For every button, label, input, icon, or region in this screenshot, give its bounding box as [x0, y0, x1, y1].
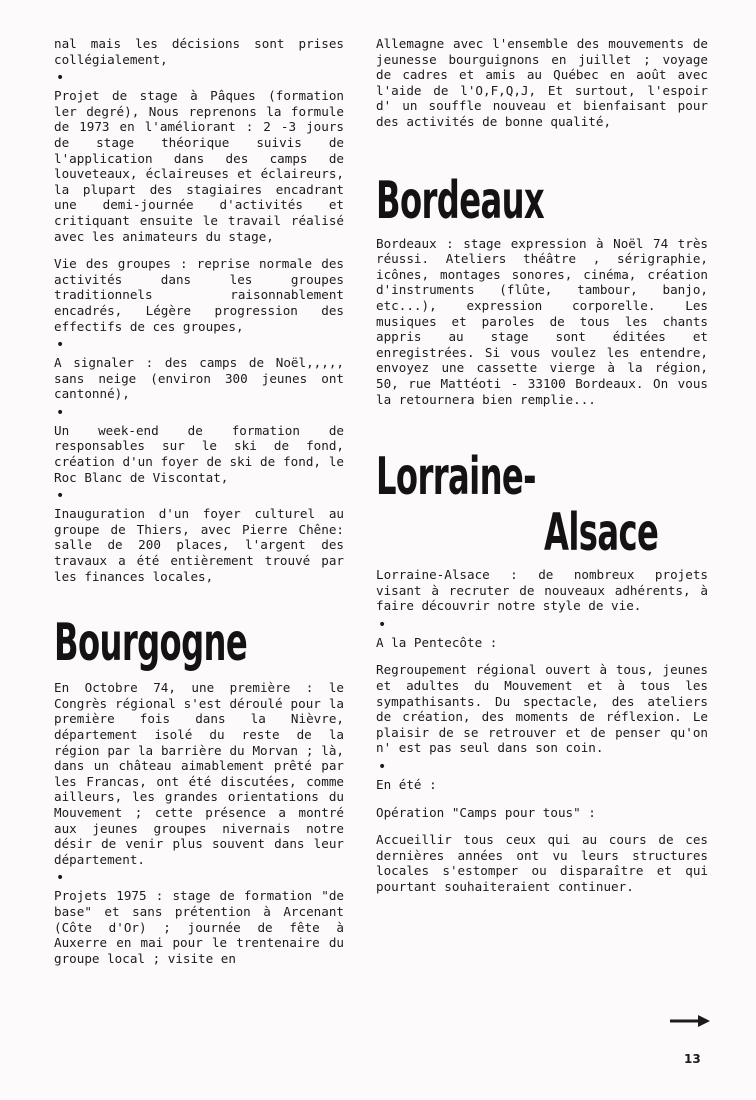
paragraph-christmas-camps: A signaler : des camps de Noël,,,,, sans neige (environ 300 jeunes ont cantonné),	[54, 355, 344, 402]
right-column	[376, 36, 708, 895]
paragraph-group-life: Vie des groupes : reprise normale des activités dans les groupes traditionnels raisonnablement encadrés, Légère progression des effectifs de ces groupes,	[54, 256, 344, 334]
left-column	[54, 36, 344, 966]
paragraph-bourgogne-congress: En Octobre 74, une première : le Congrès régional s'est déroulé pour la première fois dans la Nièvre, département isolé du reste de la région par la barrière du Morvan ; là, dans un château aimablement prêté par les Francas, ont été discutées, comme ailleurs, les grandes orientations du Mouvement ; cette présence a montré aux jeunes groupes nivernais notre désir de venir plus souvent dans leur département.	[54, 680, 344, 867]
arrow-right-icon	[670, 1014, 710, 1028]
paragraph-ski-weekend: Un week-end de formation de responsables sur le ski de fond, création d'un foyer de ski de fond, le Roc Blanc de Viscontat,	[54, 422, 344, 485]
paragraph-thiers-foyer: Inauguration d'un foyer culturel au groupe de Thiers, avec Pierre Chêne: salle de 200 places, l'argent des travaux a été entièrement trouvé par les finances locales,	[54, 506, 344, 584]
paragraph-regional-gathering: Regroupement régional ouvert à tous, jeunes et adultes du Mouvement et à tous les sympathisants. Du spectacle, des ateliers de création, des moments de réflexion. Le plaisir de se retrouver et de penser qu'on n' est pas seul dans son coin.	[376, 662, 708, 756]
paragraph-easter-stage: Projet de stage à Pâques (formation ler degré), Nous reprenons la formule de 1973 en l'améliorant : 2 -3 jours de stage théorique suivis de l'application dans des camps de louveteaux, éclaireuses et éclaireurs, la plupart des stagiaires encadrant une demi-journée d'activités et critiquant ensuite le travail réalisé avec les animateurs du stage,	[54, 88, 344, 244]
heading-lorraine: Lorraine-	[376, 447, 536, 508]
page-number: 13	[684, 1052, 701, 1066]
heading-bordeaux: Bordeaux	[376, 170, 545, 231]
heading-alsace: Alsace	[544, 503, 659, 564]
bullet-icon: •	[56, 404, 65, 421]
heading-bourgogne: Bourgogne	[54, 613, 248, 674]
paragraph-germany-quebec: Allemagne avec l'ensemble des mouvements de jeunesse bourguignons en juillet ; voyage de cadres et amis au Québec en août avec l'aide de l'O,F,Q,J, Et surtout, l'espoir d' un souffle nouveau et bienfaisant pour des activités de bonne qualité,	[376, 36, 708, 129]
subheading-pentecost: A la Pentecôte :	[376, 634, 498, 650]
bullet-icon: •	[56, 870, 65, 887]
subheading-camps-for-all: Opération "Camps pour tous" :	[376, 804, 596, 820]
paragraph-bordeaux-stage: Bordeaux : stage expression à Noël 74 très réussi. Ateliers théâtre , sérigraphie, icônes, montages sonores, cinéma, création d'instruments (flûte, tambour, banjo, etc...), expression corporelle. Les musiques et paroles de tous les chants appris au stage sont éditées et enregistrées. Si vous voulez les entendre, envoyez une cassette vierge à la région, 50, rue Mattéoti - 33100 Bordeaux. On vous la retournera bien remplie...	[376, 235, 708, 407]
paragraph-welcome-all: Accueillir tous ceux qui au cours de ces dernières années ont vu leurs structures locales s'estomper ou disparaître et qui pourtant souhaiteraient continuer.	[376, 832, 708, 894]
bullet-icon: •	[56, 337, 65, 354]
paragraph-lorraine-alsace-intro: Lorraine-Alsace : de nombreux projets visant à recruter de nouveaux adhérents, à faire découvrir notre style de vie.	[376, 567, 708, 614]
bullet-icon: •	[378, 759, 387, 776]
bullet-icon: •	[378, 616, 387, 633]
paragraph-projects-1975: Projets 1975 : stage de formation "de base" et sans prétention à Arcenant (Côte d'Or) ; journée de fête à Auxerre en mai pour le trentenaire du groupe local ; visite en	[54, 888, 344, 966]
subheading-summer: En été :	[376, 777, 437, 793]
paragraph-intro-continuation: nal mais les décisions sont prises collégialement,	[54, 36, 344, 67]
bullet-icon: •	[56, 70, 65, 87]
bullet-icon: •	[56, 488, 65, 505]
